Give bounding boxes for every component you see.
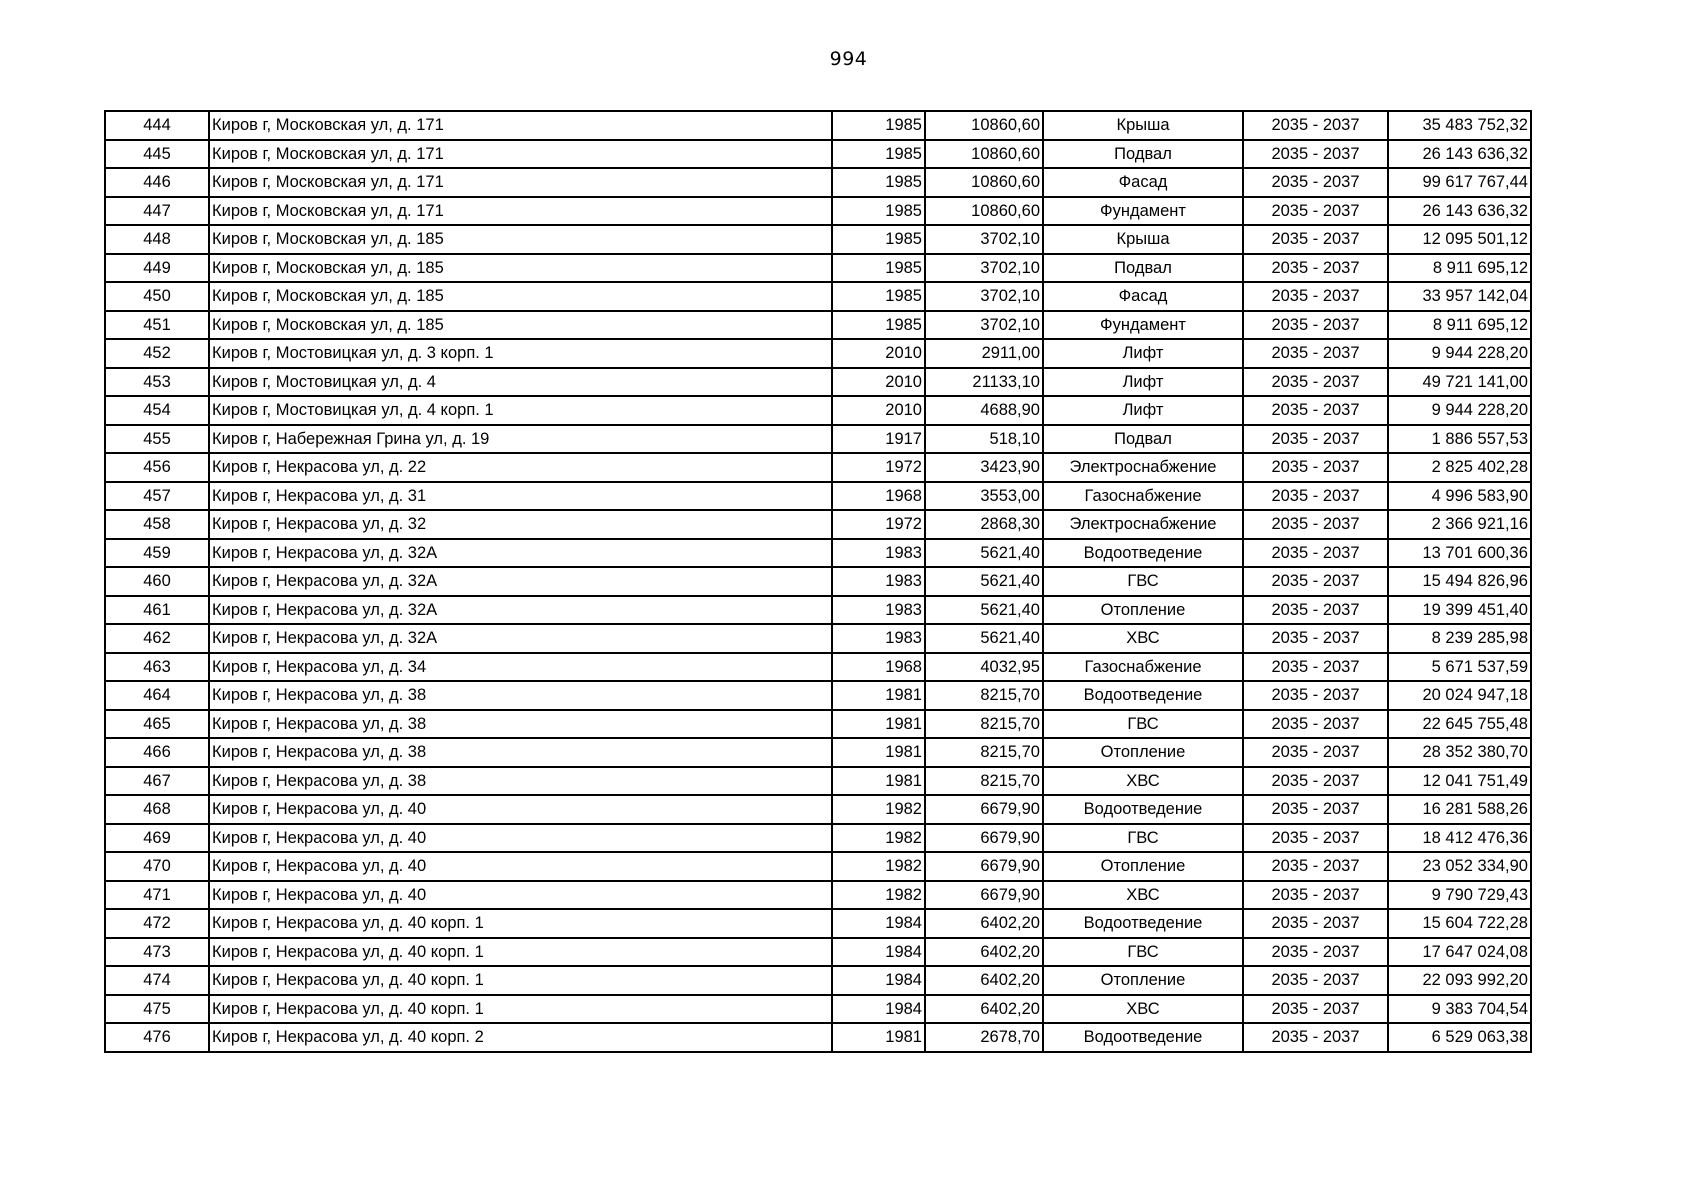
build-year-cell: 1983 bbox=[832, 539, 925, 568]
address-cell: Киров г, Некрасова ул, д. 40 корп. 1 bbox=[209, 909, 832, 938]
period-cell: 2035 - 2037 bbox=[1243, 140, 1388, 169]
address-cell: Киров г, Некрасова ул, д. 32А bbox=[209, 624, 832, 653]
build-year-cell: 1982 bbox=[832, 852, 925, 881]
work-type-cell: ХВС bbox=[1043, 881, 1243, 910]
row-number-cell: 448 bbox=[105, 225, 209, 254]
build-year-cell: 1985 bbox=[832, 225, 925, 254]
period-cell: 2035 - 2037 bbox=[1243, 938, 1388, 967]
area-cell: 8215,70 bbox=[925, 681, 1043, 710]
work-type-cell: Фундамент bbox=[1043, 197, 1243, 226]
row-number-cell: 474 bbox=[105, 966, 209, 995]
area-cell: 3702,10 bbox=[925, 225, 1043, 254]
period-cell: 2035 - 2037 bbox=[1243, 225, 1388, 254]
period-cell: 2035 - 2037 bbox=[1243, 311, 1388, 340]
area-cell: 8215,70 bbox=[925, 710, 1043, 739]
address-cell: Киров г, Некрасова ул, д. 31 bbox=[209, 482, 832, 511]
area-cell: 6402,20 bbox=[925, 938, 1043, 967]
address-cell: Киров г, Московская ул, д. 185 bbox=[209, 311, 832, 340]
build-year-cell: 2010 bbox=[832, 368, 925, 397]
cost-cell: 2 366 921,16 bbox=[1388, 510, 1531, 539]
cost-cell: 23 052 334,90 bbox=[1388, 852, 1531, 881]
cost-cell: 20 024 947,18 bbox=[1388, 681, 1531, 710]
address-cell: Киров г, Некрасова ул, д. 40 bbox=[209, 881, 832, 910]
row-number-cell: 447 bbox=[105, 197, 209, 226]
period-cell: 2035 - 2037 bbox=[1243, 824, 1388, 853]
period-cell: 2035 - 2037 bbox=[1243, 1023, 1388, 1052]
table-row bbox=[105, 795, 1531, 824]
work-type-cell: ХВС bbox=[1043, 767, 1243, 796]
area-cell: 5621,40 bbox=[925, 567, 1043, 596]
table-row bbox=[105, 624, 1531, 653]
table-row bbox=[105, 254, 1531, 283]
row-number-cell: 470 bbox=[105, 852, 209, 881]
work-type-cell: Фундамент bbox=[1043, 311, 1243, 340]
row-number-cell: 463 bbox=[105, 653, 209, 682]
row-number-cell: 456 bbox=[105, 453, 209, 482]
row-number-cell: 457 bbox=[105, 482, 209, 511]
row-number-cell: 466 bbox=[105, 738, 209, 767]
address-cell: Киров г, Некрасова ул, д. 38 bbox=[209, 710, 832, 739]
area-cell: 2911,00 bbox=[925, 339, 1043, 368]
row-number-cell: 475 bbox=[105, 995, 209, 1024]
row-number-cell: 455 bbox=[105, 425, 209, 454]
build-year-cell: 1984 bbox=[832, 909, 925, 938]
work-type-cell: ГВС bbox=[1043, 938, 1243, 967]
row-number-cell: 476 bbox=[105, 1023, 209, 1052]
work-type-cell: Водоотведение bbox=[1043, 539, 1243, 568]
work-type-cell: ГВС bbox=[1043, 710, 1243, 739]
work-type-cell: ХВС bbox=[1043, 624, 1243, 653]
table-row bbox=[105, 111, 1531, 140]
area-cell: 3553,00 bbox=[925, 482, 1043, 511]
period-cell: 2035 - 2037 bbox=[1243, 539, 1388, 568]
area-cell: 518,10 bbox=[925, 425, 1043, 454]
cost-cell: 5 671 537,59 bbox=[1388, 653, 1531, 682]
table-row bbox=[105, 539, 1531, 568]
row-number-cell: 445 bbox=[105, 140, 209, 169]
cost-cell: 16 281 588,26 bbox=[1388, 795, 1531, 824]
work-type-cell: Лифт bbox=[1043, 396, 1243, 425]
work-type-cell: Газоснабжение bbox=[1043, 653, 1243, 682]
row-number-cell: 473 bbox=[105, 938, 209, 967]
area-cell: 3702,10 bbox=[925, 282, 1043, 311]
table-row bbox=[105, 282, 1531, 311]
table-row bbox=[105, 567, 1531, 596]
address-cell: Киров г, Некрасова ул, д. 32А bbox=[209, 596, 832, 625]
work-type-cell: Подвал bbox=[1043, 140, 1243, 169]
address-cell: Киров г, Мостовицкая ул, д. 4 bbox=[209, 368, 832, 397]
period-cell: 2035 - 2037 bbox=[1243, 111, 1388, 140]
address-cell: Киров г, Некрасова ул, д. 40 bbox=[209, 852, 832, 881]
work-type-cell: ГВС bbox=[1043, 824, 1243, 853]
repair-schedule-table bbox=[104, 110, 1532, 1053]
row-number-cell: 449 bbox=[105, 254, 209, 283]
table-row bbox=[105, 681, 1531, 710]
period-cell: 2035 - 2037 bbox=[1243, 453, 1388, 482]
work-type-cell: Крыша bbox=[1043, 111, 1243, 140]
area-cell: 2868,30 bbox=[925, 510, 1043, 539]
address-cell: Киров г, Некрасова ул, д. 34 bbox=[209, 653, 832, 682]
period-cell: 2035 - 2037 bbox=[1243, 254, 1388, 283]
address-cell: Киров г, Некрасова ул, д. 40 корп. 1 bbox=[209, 938, 832, 967]
row-number-cell: 471 bbox=[105, 881, 209, 910]
area-cell: 3702,10 bbox=[925, 311, 1043, 340]
cost-cell: 15 604 722,28 bbox=[1388, 909, 1531, 938]
work-type-cell: Фасад bbox=[1043, 168, 1243, 197]
address-cell: Киров г, Некрасова ул, д. 32 bbox=[209, 510, 832, 539]
build-year-cell: 1985 bbox=[832, 254, 925, 283]
row-number-cell: 454 bbox=[105, 396, 209, 425]
address-cell: Киров г, Некрасова ул, д. 38 bbox=[209, 767, 832, 796]
area-cell: 6402,20 bbox=[925, 909, 1043, 938]
build-year-cell: 1972 bbox=[832, 453, 925, 482]
row-number-cell: 452 bbox=[105, 339, 209, 368]
period-cell: 2035 - 2037 bbox=[1243, 767, 1388, 796]
address-cell: Киров г, Некрасова ул, д. 32А bbox=[209, 539, 832, 568]
period-cell: 2035 - 2037 bbox=[1243, 567, 1388, 596]
cost-cell: 9 383 704,54 bbox=[1388, 995, 1531, 1024]
work-type-cell: Отопление bbox=[1043, 852, 1243, 881]
table-row bbox=[105, 339, 1531, 368]
address-cell: Киров г, Некрасова ул, д. 40 bbox=[209, 795, 832, 824]
address-cell: Киров г, Московская ул, д. 185 bbox=[209, 282, 832, 311]
area-cell: 10860,60 bbox=[925, 111, 1043, 140]
cost-cell: 99 617 767,44 bbox=[1388, 168, 1531, 197]
cost-cell: 4 996 583,90 bbox=[1388, 482, 1531, 511]
table-row bbox=[105, 596, 1531, 625]
table-row bbox=[105, 852, 1531, 881]
work-type-cell: ХВС bbox=[1043, 995, 1243, 1024]
build-year-cell: 1985 bbox=[832, 197, 925, 226]
period-cell: 2035 - 2037 bbox=[1243, 482, 1388, 511]
cost-cell: 2 825 402,28 bbox=[1388, 453, 1531, 482]
cost-cell: 22 645 755,48 bbox=[1388, 710, 1531, 739]
row-number-cell: 462 bbox=[105, 624, 209, 653]
table-row bbox=[105, 482, 1531, 511]
table-row bbox=[105, 1023, 1531, 1052]
table-row bbox=[105, 966, 1531, 995]
build-year-cell: 1981 bbox=[832, 1023, 925, 1052]
build-year-cell: 1984 bbox=[832, 938, 925, 967]
area-cell: 21133,10 bbox=[925, 368, 1043, 397]
cost-cell: 22 093 992,20 bbox=[1388, 966, 1531, 995]
period-cell: 2035 - 2037 bbox=[1243, 738, 1388, 767]
table-row bbox=[105, 938, 1531, 967]
period-cell: 2035 - 2037 bbox=[1243, 795, 1388, 824]
build-year-cell: 1981 bbox=[832, 681, 925, 710]
page-number: 994 bbox=[829, 48, 868, 70]
build-year-cell: 1985 bbox=[832, 282, 925, 311]
address-cell: Киров г, Некрасова ул, д. 40 корп. 1 bbox=[209, 966, 832, 995]
area-cell: 6402,20 bbox=[925, 966, 1043, 995]
address-cell: Киров г, Некрасова ул, д. 38 bbox=[209, 738, 832, 767]
cost-cell: 1 886 557,53 bbox=[1388, 425, 1531, 454]
table-row bbox=[105, 311, 1531, 340]
cost-cell: 9 790 729,43 bbox=[1388, 881, 1531, 910]
period-cell: 2035 - 2037 bbox=[1243, 339, 1388, 368]
work-type-cell: Водоотведение bbox=[1043, 1023, 1243, 1052]
table-row bbox=[105, 225, 1531, 254]
area-cell: 5621,40 bbox=[925, 596, 1043, 625]
build-year-cell: 1968 bbox=[832, 653, 925, 682]
address-cell: Киров г, Московская ул, д. 171 bbox=[209, 197, 832, 226]
area-cell: 8215,70 bbox=[925, 738, 1043, 767]
area-cell: 6679,90 bbox=[925, 852, 1043, 881]
build-year-cell: 1985 bbox=[832, 140, 925, 169]
row-number-cell: 472 bbox=[105, 909, 209, 938]
build-year-cell: 1983 bbox=[832, 567, 925, 596]
row-number-cell: 453 bbox=[105, 368, 209, 397]
table-row bbox=[105, 738, 1531, 767]
build-year-cell: 2010 bbox=[832, 339, 925, 368]
build-year-cell: 1981 bbox=[832, 767, 925, 796]
row-number-cell: 450 bbox=[105, 282, 209, 311]
build-year-cell: 1981 bbox=[832, 710, 925, 739]
cost-cell: 26 143 636,32 bbox=[1388, 140, 1531, 169]
cost-cell: 6 529 063,38 bbox=[1388, 1023, 1531, 1052]
work-type-cell: Газоснабжение bbox=[1043, 482, 1243, 511]
build-year-cell: 2010 bbox=[832, 396, 925, 425]
cost-cell: 13 701 600,36 bbox=[1388, 539, 1531, 568]
period-cell: 2035 - 2037 bbox=[1243, 966, 1388, 995]
area-cell: 6679,90 bbox=[925, 795, 1043, 824]
period-cell: 2035 - 2037 bbox=[1243, 168, 1388, 197]
row-number-cell: 467 bbox=[105, 767, 209, 796]
cost-cell: 18 412 476,36 bbox=[1388, 824, 1531, 853]
work-type-cell: Электроснабжение bbox=[1043, 453, 1243, 482]
cost-cell: 17 647 024,08 bbox=[1388, 938, 1531, 967]
period-cell: 2035 - 2037 bbox=[1243, 425, 1388, 454]
period-cell: 2035 - 2037 bbox=[1243, 624, 1388, 653]
cost-cell: 33 957 142,04 bbox=[1388, 282, 1531, 311]
period-cell: 2035 - 2037 bbox=[1243, 852, 1388, 881]
row-number-cell: 464 bbox=[105, 681, 209, 710]
cost-cell: 9 944 228,20 bbox=[1388, 396, 1531, 425]
address-cell: Киров г, Московская ул, д. 171 bbox=[209, 111, 832, 140]
table-row bbox=[105, 510, 1531, 539]
area-cell: 6679,90 bbox=[925, 824, 1043, 853]
row-number-cell: 460 bbox=[105, 567, 209, 596]
area-cell: 5621,40 bbox=[925, 539, 1043, 568]
table-row bbox=[105, 197, 1531, 226]
area-cell: 10860,60 bbox=[925, 140, 1043, 169]
table-row bbox=[105, 425, 1531, 454]
area-cell: 3423,90 bbox=[925, 453, 1043, 482]
build-year-cell: 1982 bbox=[832, 881, 925, 910]
work-type-cell: Крыша bbox=[1043, 225, 1243, 254]
period-cell: 2035 - 2037 bbox=[1243, 909, 1388, 938]
work-type-cell: Отопление bbox=[1043, 596, 1243, 625]
table-row bbox=[105, 881, 1531, 910]
cost-cell: 35 483 752,32 bbox=[1388, 111, 1531, 140]
work-type-cell: Электроснабжение bbox=[1043, 510, 1243, 539]
cost-cell: 8 911 695,12 bbox=[1388, 254, 1531, 283]
work-type-cell: Водоотведение bbox=[1043, 681, 1243, 710]
address-cell: Киров г, Мостовицкая ул, д. 3 корп. 1 bbox=[209, 339, 832, 368]
area-cell: 10860,60 bbox=[925, 168, 1043, 197]
address-cell: Киров г, Московская ул, д. 171 bbox=[209, 168, 832, 197]
table-row bbox=[105, 995, 1531, 1024]
table-row bbox=[105, 824, 1531, 853]
work-type-cell: Водоотведение bbox=[1043, 909, 1243, 938]
cost-cell: 12 041 751,49 bbox=[1388, 767, 1531, 796]
build-year-cell: 1982 bbox=[832, 795, 925, 824]
address-cell: Киров г, Некрасова ул, д. 38 bbox=[209, 681, 832, 710]
build-year-cell: 1982 bbox=[832, 824, 925, 853]
row-number-cell: 451 bbox=[105, 311, 209, 340]
period-cell: 2035 - 2037 bbox=[1243, 282, 1388, 311]
period-cell: 2035 - 2037 bbox=[1243, 710, 1388, 739]
table-row bbox=[105, 453, 1531, 482]
area-cell: 5621,40 bbox=[925, 624, 1043, 653]
build-year-cell: 1983 bbox=[832, 624, 925, 653]
area-cell: 10860,60 bbox=[925, 197, 1043, 226]
work-type-cell: ГВС bbox=[1043, 567, 1243, 596]
cost-cell: 15 494 826,96 bbox=[1388, 567, 1531, 596]
table-row bbox=[105, 653, 1531, 682]
row-number-cell: 465 bbox=[105, 710, 209, 739]
period-cell: 2035 - 2037 bbox=[1243, 881, 1388, 910]
table-row bbox=[105, 767, 1531, 796]
cost-cell: 26 143 636,32 bbox=[1388, 197, 1531, 226]
work-type-cell: Лифт bbox=[1043, 339, 1243, 368]
area-cell: 6402,20 bbox=[925, 995, 1043, 1024]
row-number-cell: 446 bbox=[105, 168, 209, 197]
period-cell: 2035 - 2037 bbox=[1243, 995, 1388, 1024]
period-cell: 2035 - 2037 bbox=[1243, 510, 1388, 539]
cost-cell: 49 721 141,00 bbox=[1388, 368, 1531, 397]
row-number-cell: 458 bbox=[105, 510, 209, 539]
address-cell: Киров г, Московская ул, д. 185 bbox=[209, 225, 832, 254]
row-number-cell: 468 bbox=[105, 795, 209, 824]
area-cell: 2678,70 bbox=[925, 1023, 1043, 1052]
work-type-cell: Подвал bbox=[1043, 254, 1243, 283]
area-cell: 8215,70 bbox=[925, 767, 1043, 796]
period-cell: 2035 - 2037 bbox=[1243, 197, 1388, 226]
address-cell: Киров г, Набережная Грина ул, д. 19 bbox=[209, 425, 832, 454]
build-year-cell: 1984 bbox=[832, 966, 925, 995]
cost-cell: 12 095 501,12 bbox=[1388, 225, 1531, 254]
cost-cell: 8 239 285,98 bbox=[1388, 624, 1531, 653]
build-year-cell: 1981 bbox=[832, 738, 925, 767]
row-number-cell: 444 bbox=[105, 111, 209, 140]
build-year-cell: 1983 bbox=[832, 596, 925, 625]
work-type-cell: Водоотведение bbox=[1043, 795, 1243, 824]
table-body bbox=[105, 111, 1531, 1052]
work-type-cell: Фасад bbox=[1043, 282, 1243, 311]
table-row bbox=[105, 909, 1531, 938]
table-row bbox=[105, 168, 1531, 197]
address-cell: Киров г, Мостовицкая ул, д. 4 корп. 1 bbox=[209, 396, 832, 425]
build-year-cell: 1985 bbox=[832, 311, 925, 340]
work-type-cell: Лифт bbox=[1043, 368, 1243, 397]
row-number-cell: 461 bbox=[105, 596, 209, 625]
work-type-cell: Отопление bbox=[1043, 966, 1243, 995]
address-cell: Киров г, Некрасова ул, д. 22 bbox=[209, 453, 832, 482]
address-cell: Киров г, Некрасова ул, д. 40 bbox=[209, 824, 832, 853]
cost-cell: 9 944 228,20 bbox=[1388, 339, 1531, 368]
build-year-cell: 1984 bbox=[832, 995, 925, 1024]
row-number-cell: 459 bbox=[105, 539, 209, 568]
cost-cell: 19 399 451,40 bbox=[1388, 596, 1531, 625]
build-year-cell: 1968 bbox=[832, 482, 925, 511]
row-number-cell: 469 bbox=[105, 824, 209, 853]
work-type-cell: Отопление bbox=[1043, 738, 1243, 767]
period-cell: 2035 - 2037 bbox=[1243, 396, 1388, 425]
work-type-cell: Подвал bbox=[1043, 425, 1243, 454]
period-cell: 2035 - 2037 bbox=[1243, 681, 1388, 710]
period-cell: 2035 - 2037 bbox=[1243, 653, 1388, 682]
table-row bbox=[105, 140, 1531, 169]
area-cell: 4688,90 bbox=[925, 396, 1043, 425]
cost-cell: 28 352 380,70 bbox=[1388, 738, 1531, 767]
build-year-cell: 1917 bbox=[832, 425, 925, 454]
build-year-cell: 1972 bbox=[832, 510, 925, 539]
address-cell: Киров г, Некрасова ул, д. 40 корп. 1 bbox=[209, 995, 832, 1024]
area-cell: 3702,10 bbox=[925, 254, 1043, 283]
address-cell: Киров г, Московская ул, д. 171 bbox=[209, 140, 832, 169]
address-cell: Киров г, Московская ул, д. 185 bbox=[209, 254, 832, 283]
area-cell: 4032,95 bbox=[925, 653, 1043, 682]
table-row bbox=[105, 396, 1531, 425]
area-cell: 6679,90 bbox=[925, 881, 1043, 910]
period-cell: 2035 - 2037 bbox=[1243, 368, 1388, 397]
cost-cell: 8 911 695,12 bbox=[1388, 311, 1531, 340]
address-cell: Киров г, Некрасова ул, д. 32А bbox=[209, 567, 832, 596]
period-cell: 2035 - 2037 bbox=[1243, 596, 1388, 625]
table-row bbox=[105, 368, 1531, 397]
build-year-cell: 1985 bbox=[832, 111, 925, 140]
table-row bbox=[105, 710, 1531, 739]
build-year-cell: 1985 bbox=[832, 168, 925, 197]
address-cell: Киров г, Некрасова ул, д. 40 корп. 2 bbox=[209, 1023, 832, 1052]
